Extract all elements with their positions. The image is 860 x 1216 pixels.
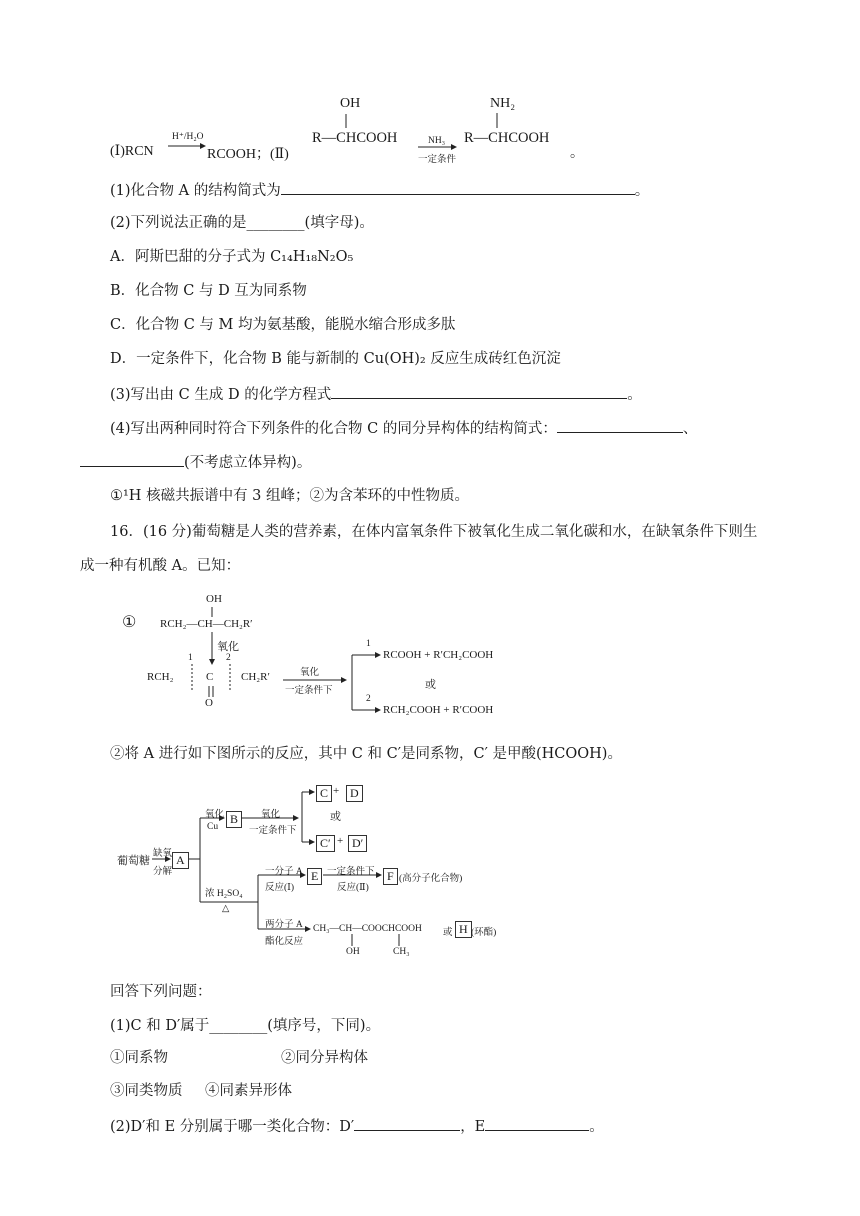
rule1-or: 或 (425, 679, 436, 691)
compound-d-box: D (346, 785, 363, 802)
oxidation-label-2: 氧化 (261, 810, 281, 820)
reaction-i-top: 一分子 A (265, 867, 303, 877)
reaction-ii-reactant: R—CHCOOH (312, 130, 398, 146)
choice-4: ④同素异形体 (205, 1083, 292, 1099)
compound-a-box: A (172, 852, 189, 869)
q15-part2: (2)下列说法正确的是________(填字母)。 (110, 215, 374, 231)
rule1-path-2: 2 (366, 694, 371, 704)
rule1-ketone-carbon: C (206, 671, 214, 683)
reaction-end-mark: 。 (570, 146, 584, 161)
q16-part2 (110, 1116, 604, 1137)
rule1-number: ① (122, 614, 137, 631)
compound-e-box: E (307, 868, 322, 885)
sulfuric-acid-label: 浓 H₂SO₄ (205, 889, 243, 899)
hydroxy-group: OH (340, 96, 361, 111)
reaction-ii-top: 一定条件下 (327, 867, 375, 877)
compound-d-prime-box: D′ (348, 835, 367, 852)
choice-1: ①同系物 (110, 1050, 168, 1066)
rule1-ketone-right: CH₂R′ (241, 671, 270, 683)
rule1-hydroxy: OH (206, 593, 222, 605)
rule2-text: ②将 A 进行如下图所示的反应，其中 C 和 C′是同系物，C′ 是甲酸(HCOOH)。 (110, 746, 622, 762)
compound-f-box: F (383, 868, 398, 885)
rule1-alcohol: RCH₂—CH—CH₂R′ (160, 618, 253, 630)
heat-label: △ (222, 904, 230, 914)
reaction-i-reactant: (Ⅰ)RCN (110, 144, 154, 159)
or-label: 或 (443, 928, 453, 938)
period: 。 (634, 183, 650, 199)
rule1-carbonyl-oxygen: O (205, 697, 213, 709)
decompose-label: 分解 (153, 867, 173, 877)
rule1-product-2: RCH₂COOH + R′COOH (383, 704, 494, 716)
reaction-i-product: RCOOH；(Ⅱ) (207, 147, 289, 162)
q16-part2-e: ，E (460, 1119, 486, 1135)
rule1-cleave-label-2: 2 (226, 653, 231, 663)
rule1-ketone-left: RCH₂ (147, 671, 174, 683)
comma: 、 (682, 421, 698, 437)
compound-c-box: C (316, 785, 332, 802)
esterification-label: 酯化反应 (265, 937, 304, 947)
period: 。 (589, 1119, 604, 1135)
rule1-arrow-reagent: 氧化 (300, 668, 320, 678)
answer-blank-d-prime[interactable] (354, 1116, 460, 1131)
oxidation-label: 氧化 (205, 810, 225, 820)
q15-part4-text: (4)写出两种同时符合下列条件的化合物 C 的同分异构体的结构简式： (110, 421, 557, 437)
reaction-i-condition: H⁺/H₂O (172, 132, 204, 142)
rule1-product-1: RCOOH + R′CH₂COOH (383, 649, 494, 661)
choice-2: ②同分异构体 (281, 1050, 368, 1066)
option-b: B．化合物 C 与 D 互为同系物 (110, 283, 307, 299)
reaction-i-bottom: 反应(Ⅰ) (265, 883, 295, 893)
compound-c-prime-box: C′ (316, 835, 335, 852)
ester-hydroxy: OH (346, 947, 360, 957)
ester-methyl: CH₃ (393, 947, 410, 957)
q16-part2-text: (2)D′和 E 分别属于哪一类化合物：D′ (110, 1119, 355, 1135)
copper-catalyst-label: Cu (207, 822, 219, 832)
polymer-note: (高分子化合物) (399, 874, 463, 884)
glucose-label: 葡萄糖 (117, 855, 150, 867)
rule1-arrow-condition: 一定条件下 (285, 686, 333, 696)
cyclic-ester-note: (环酯) (471, 928, 497, 938)
anaerobic-label: 缺氧 (153, 849, 173, 859)
q15-conditions: ①¹H 核磁共振谱中有 3 组峰；②为含苯环的中性物质。 (110, 488, 470, 504)
q16-part1: (1)C 和 D′属于________(填序号，下同)。 (110, 1018, 381, 1034)
reaction-ii-bottom: 反应(Ⅱ) (337, 883, 369, 893)
reaction-ii-condition: 一定条件 (418, 155, 457, 165)
plus-sign: + (333, 785, 340, 797)
reaction-ii-reagent: NH₃ (428, 136, 446, 146)
q16-intro-line2: 成一种有机酸 A。已知： (80, 558, 241, 574)
answer-blank-e[interactable] (485, 1116, 589, 1131)
q15-part4-note: (不考虑立体异构)。 (184, 455, 312, 471)
option-d: D．一定条件下，化合物 B 能与新制的 Cu(OH)₂ 反应生成砖红色沉淀 (110, 351, 561, 367)
reaction-iii-top: 两分子 A (265, 920, 303, 930)
plus-sign: + (337, 835, 344, 847)
q15-part3-text: (3)写出由 C 生成 D 的化学方程式 (110, 387, 332, 403)
amino-group: NH₂ (490, 96, 516, 111)
reaction-ii-product: R—CHCOOH (464, 130, 550, 146)
period: 。 (627, 387, 642, 403)
choice-3: ③同类物质 (110, 1083, 183, 1099)
compound-b-box: B (226, 811, 242, 828)
or-label: 或 (330, 811, 341, 823)
condition-label: 一定条件下 (249, 826, 297, 836)
ester-structure: CH₃—CH—COOCHCOOH (313, 924, 422, 934)
answer-heading: 回答下列问题： (110, 984, 212, 1000)
option-a: A．阿斯巴甜的分子式为 C₁₄H₁₈N₂O₅ (110, 249, 354, 265)
rule1-step-oxidation: 氧化 (217, 641, 239, 653)
option-c: C．化合物 C 与 M 均为氨基酸，能脱水缩合形成多肽 (110, 317, 456, 333)
rule1-path-1: 1 (366, 639, 371, 649)
compound-h-box: H (455, 921, 472, 938)
q15-part1-text: (1)化合物 A 的结构简式为 (110, 183, 281, 199)
rule1-cleave-label-1: 1 (188, 653, 193, 663)
q16-intro-line1: 16．(16 分)葡萄糖是人类的营养素，在体内富氧条件下被氧化生成二氧化碳和水，在缺氧条件下则生 (110, 524, 758, 540)
